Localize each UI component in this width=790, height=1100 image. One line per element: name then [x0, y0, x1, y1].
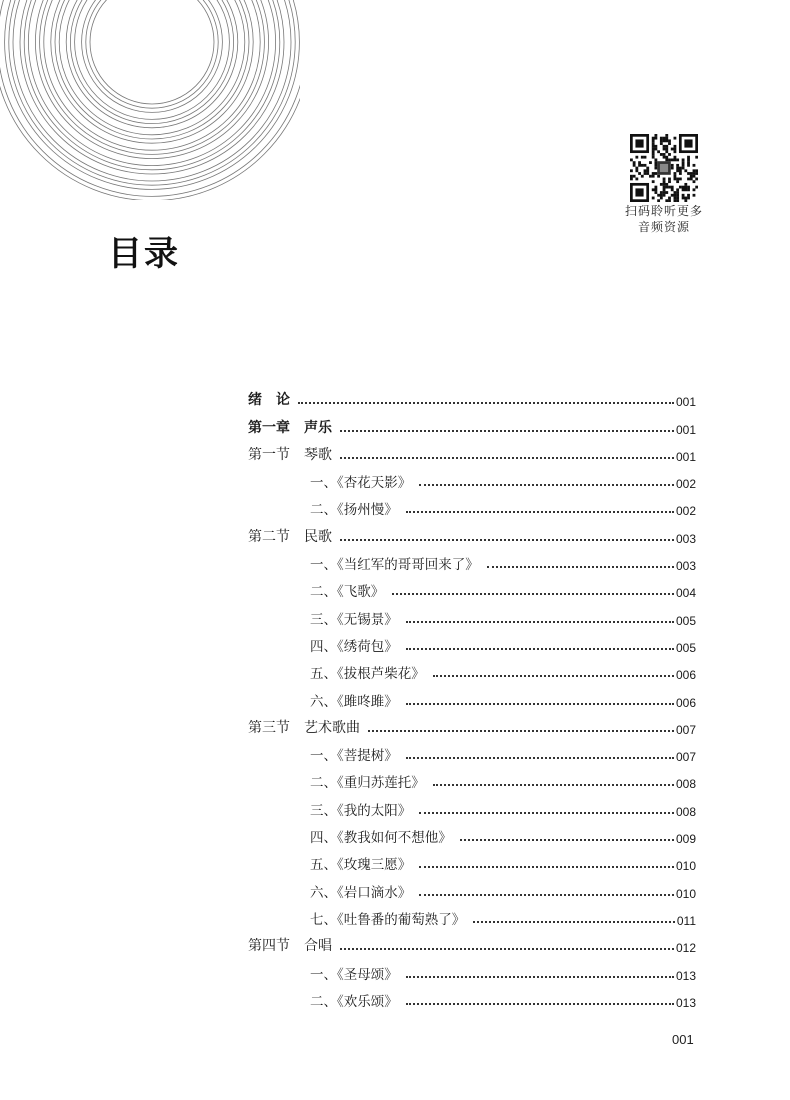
- decorative-ring: [82, 0, 223, 112]
- toc-entry-label: 一、《圣母颂》: [310, 966, 398, 983]
- toc-entry-page: 010: [675, 859, 696, 874]
- toc-dot-leader: [406, 1003, 674, 1005]
- toc-entry[interactable]: [248, 437, 696, 464]
- qr-module: [674, 145, 677, 148]
- toc-entry-page: 007: [675, 750, 696, 765]
- decorative-ring: [28, 0, 275, 166]
- decorative-ring: [24, 0, 280, 170]
- qr-caption: [612, 203, 716, 235]
- toc-entry-label: 四、《教我如何不想他》: [310, 830, 452, 847]
- toc-entry-page: 005: [675, 640, 696, 655]
- qr-module: [693, 175, 696, 178]
- page-title: 目录: [108, 234, 180, 274]
- qr-module: [687, 161, 690, 164]
- toc-entry-label: 五、《拔根芦柴花》: [310, 666, 425, 683]
- toc-dot-leader: [406, 648, 674, 650]
- qr-module: [660, 164, 668, 172]
- qr-module: [652, 148, 655, 151]
- qr-module: [687, 188, 690, 191]
- qr-module: [684, 197, 687, 200]
- table-of-contents: [248, 382, 696, 1010]
- qr-module: [695, 178, 698, 181]
- qr-module: [665, 134, 668, 137]
- toc-entry-page: 008: [675, 777, 696, 792]
- toc-entry-label: 绪 论: [248, 392, 290, 409]
- qr-module: [663, 188, 666, 191]
- qr-module: [674, 148, 677, 151]
- qr-module: [693, 169, 696, 172]
- qr-module: [690, 175, 693, 178]
- qr-module: [679, 167, 682, 170]
- qr-module: [668, 197, 671, 200]
- toc-entry-label: 第一章 声乐: [248, 419, 332, 436]
- qr-module: [674, 137, 677, 140]
- qr-module: [644, 172, 647, 175]
- qr-module: [638, 161, 641, 164]
- qr-module: [665, 139, 668, 142]
- qr-module: [687, 164, 690, 167]
- qr-module: [654, 161, 657, 164]
- qr-module: [682, 186, 685, 189]
- qr-module: [657, 199, 660, 202]
- qr-module: [668, 158, 671, 161]
- qr-module: [652, 142, 655, 145]
- qr-module: [649, 161, 652, 164]
- qr-module: [663, 183, 666, 186]
- qr-module: [676, 180, 679, 183]
- qr-module: [674, 156, 677, 159]
- toc-entry-label: 二、《扬州慢》: [310, 502, 398, 519]
- qr-module: [660, 137, 663, 140]
- toc-entry-page: 001: [675, 449, 696, 464]
- toc-entry-label: 六、《岩口滴水》: [310, 884, 412, 901]
- toc-dot-leader: [340, 948, 674, 950]
- qr-module: [684, 188, 687, 191]
- toc-entry[interactable]: [248, 628, 696, 655]
- qr-module: [676, 188, 679, 191]
- qr-module: [652, 139, 655, 142]
- toc-entry-label: 第四节 合唱: [248, 938, 332, 955]
- qr-module: [665, 156, 668, 159]
- toc-entry-page: 002: [675, 477, 696, 492]
- qr-module: [663, 145, 666, 148]
- toc-entry[interactable]: [248, 955, 696, 982]
- qr-module: [657, 150, 660, 153]
- qr-module: [687, 156, 690, 159]
- qr-module: [652, 180, 655, 183]
- qr-module: [684, 199, 687, 202]
- decorative-concentric-circles: [0, 0, 300, 200]
- qr-module: [674, 194, 677, 197]
- toc-dot-leader: [419, 484, 674, 486]
- qr-module: [663, 148, 666, 151]
- toc-entry-label: 第三节 艺术歌曲: [248, 719, 360, 736]
- qr-module: [663, 180, 666, 183]
- qr-module: [687, 178, 690, 181]
- qr-module: [695, 169, 698, 172]
- toc-entry[interactable]: [248, 409, 696, 436]
- qr-module: [663, 137, 666, 140]
- toc-entry-page: 001: [675, 422, 696, 437]
- qr-module: [641, 156, 644, 159]
- toc-entry[interactable]: [248, 791, 696, 818]
- toc-entry-page: 006: [675, 695, 696, 710]
- qr-module: [654, 137, 657, 140]
- toc-dot-leader: [298, 402, 674, 404]
- qr-module: [630, 178, 633, 181]
- toc-entry[interactable]: [248, 873, 696, 900]
- qr-module: [654, 188, 657, 191]
- decorative-ring: [5, 0, 300, 189]
- toc-entry-page: 012: [675, 941, 696, 956]
- toc-dot-leader: [419, 812, 674, 814]
- toc-entry-page: 002: [675, 504, 696, 519]
- qr-module: [646, 167, 649, 170]
- qr-module: [660, 191, 663, 194]
- qr-module: [674, 150, 677, 153]
- toc-dot-leader: [340, 457, 674, 459]
- decorative-ring: [55, 0, 249, 139]
- qr-module: [687, 172, 690, 175]
- qr-module: [665, 191, 668, 194]
- qr-module: [652, 150, 655, 153]
- qr-module: [682, 194, 685, 197]
- qr-module: [633, 161, 636, 164]
- decorative-ring: [20, 0, 284, 174]
- qr-module: [644, 156, 647, 159]
- toc-entry[interactable]: [248, 737, 696, 764]
- qr-module: [654, 158, 657, 161]
- qr-module: [652, 145, 655, 148]
- toc-entry-page: 007: [675, 722, 696, 737]
- qr-module: [665, 150, 668, 153]
- qr-module: [663, 178, 666, 181]
- qr-module: [676, 178, 679, 181]
- qr-module: [682, 188, 685, 191]
- qr-module: [654, 172, 657, 175]
- qr-module: [695, 172, 698, 175]
- qr-module: [652, 197, 655, 200]
- toc-entry-page: 001: [675, 395, 696, 410]
- qr-module: [671, 167, 674, 170]
- qr-module: [665, 145, 668, 148]
- qr-module: [679, 186, 682, 189]
- toc-dot-leader: [340, 430, 674, 432]
- qr-module: [687, 158, 690, 161]
- qr-module: [682, 167, 685, 170]
- toc-entry[interactable]: [248, 846, 696, 873]
- toc-entry-page: 006: [675, 668, 696, 683]
- toc-entry-label: 五、《玫瑰三愿》: [310, 857, 412, 874]
- qr-module: [676, 194, 679, 197]
- qr-module: [646, 169, 649, 172]
- qr-module: [638, 164, 641, 167]
- toc-entry-page: 010: [675, 886, 696, 901]
- qr-module: [695, 156, 698, 159]
- toc-dot-leader: [392, 593, 674, 595]
- toc-dot-leader: [473, 921, 675, 923]
- toc-dot-leader: [406, 621, 674, 623]
- toc-entry-label: 一、《菩提树》: [310, 748, 398, 765]
- toc-entry[interactable]: [248, 819, 696, 846]
- page-number: 001: [672, 1032, 694, 1047]
- qr-module: [693, 194, 696, 197]
- qr-module: [693, 188, 696, 191]
- qr-module: [638, 172, 641, 175]
- toc-dot-leader: [460, 839, 674, 841]
- qr-module: [671, 164, 674, 167]
- toc-entry-label: 六、《雎咚雎》: [310, 693, 398, 710]
- qr-caption-line1: 扫码聆听更多: [624, 204, 703, 218]
- qr-module: [654, 134, 657, 137]
- qr-module: [679, 172, 682, 175]
- qr-module: [654, 148, 657, 151]
- qr-module: [693, 164, 696, 167]
- qr-module: [644, 164, 647, 167]
- qr-module: [663, 191, 666, 194]
- qr-module: [663, 186, 666, 189]
- qr-module: [671, 158, 674, 161]
- qr-module: [674, 199, 677, 202]
- qr-module: [671, 188, 674, 191]
- qr-module: [663, 156, 666, 159]
- qr-module: [674, 178, 677, 181]
- toc-entry[interactable]: [248, 518, 696, 545]
- toc-entry[interactable]: [248, 983, 696, 1010]
- qr-module: [630, 158, 633, 161]
- decorative-ring: [51, 0, 253, 143]
- qr-module: [690, 178, 693, 181]
- qr-module: [687, 194, 690, 197]
- qr-module: [671, 186, 674, 189]
- toc-entry[interactable]: [248, 600, 696, 627]
- qr-module: [690, 172, 693, 175]
- toc-entry[interactable]: [248, 546, 696, 573]
- toc-dot-leader: [433, 675, 674, 677]
- qr-module: [684, 186, 687, 189]
- qr-module: [687, 186, 690, 189]
- qr-module: [652, 137, 655, 140]
- toc-entry-label: 四、《绣荷包》: [310, 638, 398, 655]
- qr-module: [660, 139, 663, 142]
- toc-entry-label: 第一节 琴歌: [248, 446, 332, 463]
- qr-module: [654, 164, 657, 167]
- qr-module: [657, 175, 660, 178]
- qr-module: [676, 199, 679, 202]
- qr-module: [635, 169, 638, 172]
- toc-dot-leader: [406, 757, 674, 759]
- qr-module: [660, 197, 663, 200]
- toc-entry-page: 008: [675, 804, 696, 819]
- qr-module: [649, 175, 652, 178]
- qr-code-icon: [630, 134, 698, 202]
- qr-module: [668, 186, 671, 189]
- qr-module: [665, 158, 668, 161]
- decorative-ring: [75, 0, 230, 119]
- qr-module: [676, 167, 679, 170]
- qr-module: [635, 167, 638, 170]
- qr-module: [674, 191, 677, 194]
- qr-caption-line2: 音频资源: [637, 220, 690, 234]
- qr-module: [652, 188, 655, 191]
- qr-module: [665, 137, 668, 140]
- decorative-ring: [13, 0, 291, 181]
- qr-module: [660, 153, 663, 156]
- qr-module: [676, 191, 679, 194]
- toc-entry[interactable]: [248, 573, 696, 600]
- toc-entry-page: 003: [675, 559, 696, 574]
- qr-module: [687, 197, 690, 200]
- qr-module: [652, 175, 655, 178]
- qr-module: [660, 183, 663, 186]
- qr-module: [660, 194, 663, 197]
- qr-module: [676, 169, 679, 172]
- toc-entry-label: 第二节 民歌: [248, 528, 332, 545]
- toc-entry[interactable]: [248, 655, 696, 682]
- qr-module: [693, 172, 696, 175]
- qr-module: [674, 158, 677, 161]
- qr-module: [684, 169, 687, 172]
- qr-module: [635, 156, 638, 159]
- qr-module: [684, 139, 692, 147]
- qr-module: [679, 178, 682, 181]
- toc-entry-label: 七、《吐鲁番的葡萄熟了》: [310, 911, 466, 928]
- decorative-ring: [0, 0, 300, 196]
- qr-module: [635, 139, 643, 147]
- qr-module: [654, 145, 657, 148]
- toc-dot-leader: [419, 894, 674, 896]
- qr-module: [671, 148, 674, 151]
- qr-module: [633, 175, 636, 178]
- toc-entry-label: 三、《无锡景》: [310, 611, 398, 628]
- toc-entry[interactable]: [248, 491, 696, 518]
- toc-dot-leader: [406, 976, 674, 978]
- qr-module: [635, 188, 643, 196]
- qr-module: [657, 194, 660, 197]
- qr-module: [674, 175, 677, 178]
- qr-module: [663, 194, 666, 197]
- qr-module: [674, 172, 677, 175]
- qr-module: [630, 175, 633, 178]
- toc-entry[interactable]: [248, 710, 696, 737]
- qr-module: [682, 164, 685, 167]
- qr-module: [679, 169, 682, 172]
- toc-dot-leader: [368, 730, 674, 732]
- qr-module: [695, 186, 698, 189]
- toc-entry-page: 005: [675, 613, 696, 628]
- toc-dot-leader: [487, 566, 674, 568]
- toc-entry[interactable]: [248, 382, 696, 409]
- qr-module: [644, 169, 647, 172]
- toc-entry[interactable]: [248, 928, 696, 955]
- decorative-ring: [86, 0, 218, 108]
- qr-module: [671, 194, 674, 197]
- qr-module: [663, 153, 666, 156]
- toc-entry-page: 003: [675, 531, 696, 546]
- qr-module: [641, 175, 644, 178]
- qr-module: [633, 164, 636, 167]
- toc-entry-label: 一、《当红军的哥哥回来了》: [310, 557, 479, 574]
- toc-entry-page: 013: [675, 968, 696, 983]
- qr-module: [665, 148, 668, 151]
- qr-module: [668, 153, 671, 156]
- toc-entry-label: 三、《我的太阳》: [310, 802, 412, 819]
- qr-module: [641, 164, 644, 167]
- toc-entry-page: 004: [675, 586, 696, 601]
- toc-dot-leader: [340, 539, 674, 541]
- toc-entry[interactable]: [248, 682, 696, 709]
- toc-entry-label: 二、《飞歌》: [310, 584, 385, 601]
- qr-module: [676, 158, 679, 161]
- toc-dot-leader: [419, 866, 674, 868]
- qr-module: [682, 158, 685, 161]
- qr-module: [630, 169, 633, 172]
- qr-module: [665, 199, 668, 202]
- qr-module: [652, 172, 655, 175]
- qr-module: [652, 153, 655, 156]
- toc-entry[interactable]: [248, 764, 696, 791]
- qr-module: [635, 178, 638, 181]
- qr-module: [665, 186, 668, 189]
- qr-module: [646, 172, 649, 175]
- qr-code: [630, 134, 698, 202]
- qr-module: [663, 139, 666, 142]
- toc-dot-leader: [433, 784, 674, 786]
- toc-dot-leader: [406, 703, 674, 705]
- qr-module: [654, 191, 657, 194]
- toc-entry-label: 一、《杏花天影》: [310, 475, 412, 492]
- toc-entry[interactable]: [248, 464, 696, 491]
- toc-entry-page: 011: [676, 913, 696, 928]
- qr-module: [668, 178, 671, 181]
- qr-module: [674, 197, 677, 200]
- qr-module: [660, 142, 663, 145]
- qr-module: [668, 199, 671, 202]
- qr-module: [693, 180, 696, 183]
- toc-dot-leader: [406, 511, 674, 513]
- qr-module: [654, 167, 657, 170]
- qr-module: [668, 139, 671, 142]
- toc-entry-label: 二、《欢乐颂》: [310, 993, 398, 1010]
- qr-module: [668, 180, 671, 183]
- toc-entry-label: 二、《重归苏莲托》: [310, 775, 425, 792]
- toc-entry-page: 009: [675, 832, 696, 847]
- qr-module: [682, 161, 685, 164]
- qr-module: [676, 164, 679, 167]
- qr-module: [682, 197, 685, 200]
- toc-entry-page: 013: [675, 995, 696, 1010]
- decorative-ring: [66, 0, 238, 128]
- qr-module: [652, 156, 655, 159]
- qr-module: [668, 142, 671, 145]
- qr-module: [654, 186, 657, 189]
- qr-module: [676, 197, 679, 200]
- decorative-ring: [90, 0, 214, 104]
- qr-module: [684, 183, 687, 186]
- decorative-ring: [59, 0, 245, 135]
- toc-entry[interactable]: [248, 901, 696, 928]
- qr-module: [665, 183, 668, 186]
